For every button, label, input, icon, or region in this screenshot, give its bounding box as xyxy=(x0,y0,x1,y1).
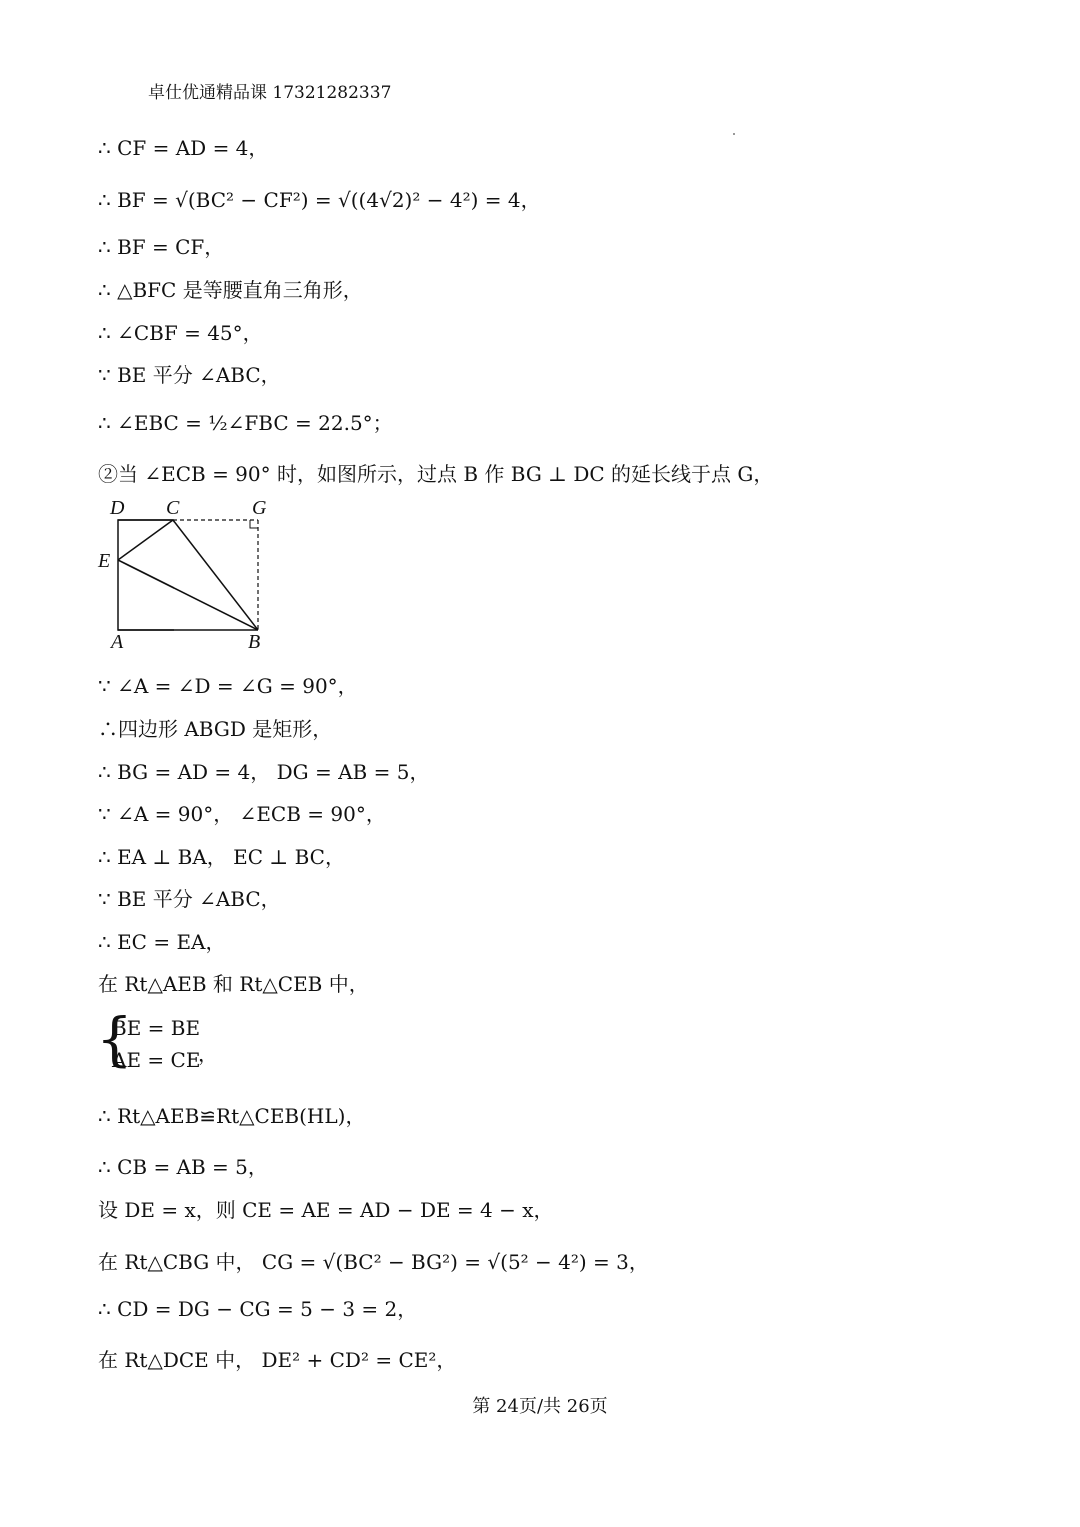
solution-line: ∴ CF = AD = 4， xyxy=(98,136,269,160)
solution-line: ∴ △BFC 是等腰直角三角形， xyxy=(98,278,363,302)
solution-line: 在 Rt△CBG 中， CG = √(BC² − BG²) = √(5² − 4²) = 3， xyxy=(98,1250,649,1274)
solution-line: ∴ BG = AD = 4， DG = AB = 5， xyxy=(98,760,430,784)
solution-line: ∴ Rt△AEB≌Rt△CEB(HL)， xyxy=(98,1104,366,1128)
solution-line: ∴ EC = EA， xyxy=(98,930,226,954)
equation-line: AE = CE xyxy=(112,1048,201,1072)
equation-system xyxy=(112,1012,200,1076)
solution-line: 在 Rt△AEB 和 Rt△CEB 中， xyxy=(98,972,369,996)
page-footer: 第 24页/共 26页 xyxy=(472,1396,608,1417)
equation-line: BE = BE xyxy=(112,1016,201,1040)
label-e: E xyxy=(98,550,111,572)
solution-line: ∵ BE 平分 ∠ABC， xyxy=(98,887,281,911)
solution-line: ∴ BF = √(BC² − CF²) = √((4√2)² − 4²) = 4， xyxy=(98,188,541,212)
label-d: D xyxy=(110,497,125,519)
solution-line: ∴ ∠CBF = 45°， xyxy=(98,321,263,345)
solution-line: ②当 ∠ECB = 90° 时，如图所示，过点 B 作 BG ⊥ DC 的延长线于点 G， xyxy=(98,462,774,486)
solution-line: ∵ ∠A = 90°， ∠ECB = 90°， xyxy=(98,802,386,826)
speck-mark xyxy=(733,133,735,135)
solution-line: ∴ CB = AB = 5， xyxy=(98,1155,268,1179)
geometry-figure xyxy=(90,490,290,660)
solution-line: 设 DE = x，则 CE = AE = AD − DE = 4 − x， xyxy=(98,1198,554,1222)
system-brace: { xyxy=(96,1005,133,1073)
label-c: C xyxy=(166,497,180,519)
solution-line: ∴ ∠EBC = ½∠FBC = 22.5°； xyxy=(98,411,393,435)
solution-line: ∵ BE 平分 ∠ABC， xyxy=(98,363,281,387)
solution-line: ∴四边形 ABGD 是矩形， xyxy=(98,717,333,741)
label-b: B xyxy=(248,631,261,653)
label-g: G xyxy=(252,497,267,519)
solution-line: ∴ EA ⊥ BA， EC ⊥ BC， xyxy=(98,845,345,869)
segment-ec xyxy=(118,520,173,560)
solution-line: 在 Rt△DCE 中， DE² + CD² = CE²， xyxy=(98,1348,457,1372)
solution-line: ∴ BF = CF， xyxy=(98,235,225,259)
solution-line: ∵ ∠A = ∠D = ∠G = 90°， xyxy=(98,674,358,698)
solution-line: ∴ CD = DG − CG = 5 − 3 = 2， xyxy=(98,1297,418,1321)
label-a: A xyxy=(111,631,124,653)
system-comma: ， xyxy=(198,1042,218,1066)
page-header: 卓仕优通精品课 17321282337 xyxy=(148,83,392,103)
